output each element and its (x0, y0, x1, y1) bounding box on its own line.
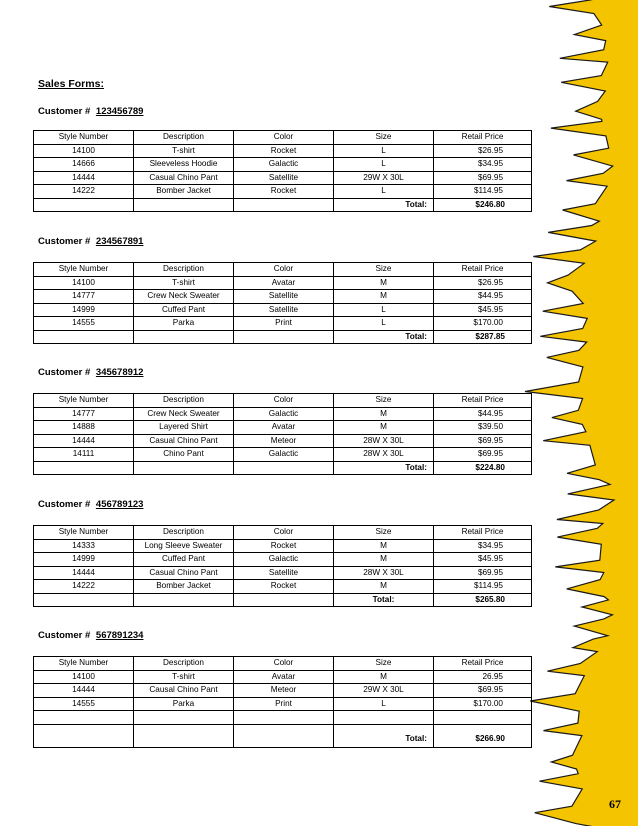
empty-cell (234, 724, 334, 747)
column-header: Retail Price (434, 131, 532, 145)
price-cell: $69.95 (434, 434, 532, 448)
style-number-cell: 14444 (34, 566, 134, 580)
total-label: Total: (334, 461, 434, 475)
column-header: Size (334, 526, 434, 540)
empty-cell (34, 724, 134, 747)
sales-table (33, 656, 532, 748)
size-cell: M (334, 539, 434, 553)
empty-cell (134, 461, 234, 475)
style-number-cell: 14888 (34, 421, 134, 435)
color-cell: Meteor (234, 434, 334, 448)
style-number-cell: 14444 (34, 434, 134, 448)
price-cell: $34.95 (434, 158, 532, 172)
color-cell: Print (234, 697, 334, 711)
description-cell (134, 711, 234, 725)
customer-prefix: Customer # (38, 236, 91, 247)
description-cell: Casual Chino Pant (134, 566, 234, 580)
table-row (34, 421, 532, 435)
price-cell: $34.95 (434, 539, 532, 553)
table-row (34, 434, 532, 448)
total-label: Total: (334, 198, 434, 212)
price-cell: $44.95 (434, 407, 532, 421)
size-cell: L (334, 185, 434, 199)
price-cell: $26.95 (434, 276, 532, 290)
table-row (34, 539, 532, 553)
description-cell: T-shirt (134, 276, 234, 290)
description-cell: Layered Shirt (134, 421, 234, 435)
customer-prefix: Customer # (38, 630, 91, 641)
size-cell (334, 711, 434, 725)
customer-number: 345678912 (95, 367, 144, 378)
color-cell: Galactic (234, 158, 334, 172)
color-cell: Galactic (234, 407, 334, 421)
total-label: Total: (334, 724, 434, 747)
table-row (34, 697, 532, 711)
customer-label (38, 367, 143, 378)
customer-label (38, 236, 143, 247)
description-cell: Bomber Jacket (134, 185, 234, 199)
description-cell: Crew Neck Sweater (134, 407, 234, 421)
customer-number: 123456789 (95, 106, 144, 117)
description-cell: Cuffed Pant (134, 303, 234, 317)
table-row (34, 303, 532, 317)
style-number-cell: 14444 (34, 684, 134, 698)
table-row (34, 144, 532, 158)
table-row (34, 317, 532, 331)
empty-cell (34, 198, 134, 212)
column-header: Style Number (34, 526, 134, 540)
size-cell: M (334, 670, 434, 684)
description-cell: T-shirt (134, 144, 234, 158)
color-cell: Rocket (234, 185, 334, 199)
price-cell: $69.95 (434, 566, 532, 580)
price-cell: $170.00 (434, 317, 532, 331)
style-number-cell: 14777 (34, 290, 134, 304)
column-header: Description (134, 526, 234, 540)
total-row (34, 461, 532, 475)
table-row (34, 684, 532, 698)
table-header-row (34, 657, 532, 671)
column-header: Size (334, 394, 434, 408)
style-number-cell: 14444 (34, 171, 134, 185)
style-number-cell: 14100 (34, 276, 134, 290)
table-row (34, 566, 532, 580)
table-row (34, 171, 532, 185)
customer-prefix: Customer # (38, 367, 91, 378)
table-header-row (34, 263, 532, 277)
table-row (34, 158, 532, 172)
column-header: Color (234, 263, 334, 277)
style-number-cell: 14555 (34, 697, 134, 711)
table-row (34, 290, 532, 304)
empty-cell (34, 461, 134, 475)
description-cell: Casual Chino Pant (134, 171, 234, 185)
table-header-row (34, 526, 532, 540)
description-cell: Cuffed Pant (134, 553, 234, 567)
size-cell: 28W X 30L (334, 566, 434, 580)
customer-prefix: Customer # (38, 106, 91, 117)
column-header: Retail Price (434, 263, 532, 277)
color-cell: Satellite (234, 171, 334, 185)
column-header: Retail Price (434, 657, 532, 671)
style-number-cell: 14666 (34, 158, 134, 172)
total-row (34, 593, 532, 607)
style-number-cell: 14100 (34, 670, 134, 684)
style-number-cell: 14100 (34, 144, 134, 158)
table-row (34, 670, 532, 684)
customer-label (38, 499, 143, 510)
table-header-row (34, 394, 532, 408)
description-cell: Sleeveless Hoodie (134, 158, 234, 172)
column-header: Size (334, 657, 434, 671)
page-heading: Sales Forms: (38, 78, 104, 90)
size-cell: L (334, 158, 434, 172)
description-cell: Casual Chino Pant (134, 434, 234, 448)
price-cell: $114.95 (434, 185, 532, 199)
column-header: Description (134, 263, 234, 277)
table-row (34, 711, 532, 725)
style-number-cell: 14333 (34, 539, 134, 553)
table-row (34, 185, 532, 199)
description-cell: Crew Neck Sweater (134, 290, 234, 304)
size-cell: 29W X 30L (334, 684, 434, 698)
description-cell: Causal Chino Pant (134, 684, 234, 698)
empty-cell (134, 724, 234, 747)
size-cell: 29W X 30L (334, 171, 434, 185)
column-header: Description (134, 131, 234, 145)
price-cell: $170.00 (434, 697, 532, 711)
table-header-row (34, 131, 532, 145)
total-label: Total: (334, 593, 434, 607)
color-cell: Avatar (234, 276, 334, 290)
customer-label (38, 106, 143, 117)
style-number-cell: 14555 (34, 317, 134, 331)
style-number-cell: 14777 (34, 407, 134, 421)
size-cell: L (334, 303, 434, 317)
table-row (34, 407, 532, 421)
column-header: Description (134, 657, 234, 671)
color-cell: Meteor (234, 684, 334, 698)
table-row (34, 448, 532, 462)
column-header: Color (234, 394, 334, 408)
price-cell (434, 711, 532, 725)
size-cell: M (334, 276, 434, 290)
size-cell: 28W X 30L (334, 434, 434, 448)
table-row (34, 276, 532, 290)
description-cell: Bomber Jacket (134, 580, 234, 594)
size-cell: M (334, 421, 434, 435)
color-cell: Galactic (234, 448, 334, 462)
color-cell: Satellite (234, 303, 334, 317)
customer-number: 567891234 (95, 630, 144, 641)
column-header: Size (334, 263, 434, 277)
style-number-cell: 14111 (34, 448, 134, 462)
empty-cell (234, 198, 334, 212)
color-cell: Rocket (234, 580, 334, 594)
total-value: $266.90 (434, 724, 532, 747)
description-cell: Chino Pant (134, 448, 234, 462)
column-header: Retail Price (434, 394, 532, 408)
size-cell: L (334, 697, 434, 711)
price-cell: $45.95 (434, 303, 532, 317)
description-cell: T-shirt (134, 670, 234, 684)
total-value: $265.80 (434, 593, 532, 607)
style-number-cell: 14222 (34, 185, 134, 199)
empty-cell (34, 593, 134, 607)
price-cell: $69.95 (434, 448, 532, 462)
total-value: $287.85 (434, 330, 532, 344)
empty-cell (234, 330, 334, 344)
sales-table (33, 262, 532, 344)
column-header: Size (334, 131, 434, 145)
total-row (34, 724, 532, 747)
style-number-cell: 14999 (34, 553, 134, 567)
customer-number: 234567891 (95, 236, 144, 247)
color-cell: Print (234, 317, 334, 331)
price-cell: 26.95 (434, 670, 532, 684)
column-header: Style Number (34, 657, 134, 671)
color-cell: Avatar (234, 421, 334, 435)
empty-cell (234, 593, 334, 607)
size-cell: 28W X 30L (334, 448, 434, 462)
color-cell: Rocket (234, 539, 334, 553)
size-cell: L (334, 317, 434, 331)
empty-cell (234, 461, 334, 475)
table-row (34, 553, 532, 567)
color-cell: Avatar (234, 670, 334, 684)
description-cell: Long Sleeve Sweater (134, 539, 234, 553)
empty-cell (134, 593, 234, 607)
customer-number: 456789123 (95, 499, 144, 510)
column-header: Style Number (34, 263, 134, 277)
page-number: 67 (609, 797, 621, 811)
price-cell: $39.50 (434, 421, 532, 435)
size-cell: M (334, 553, 434, 567)
price-cell: $26.95 (434, 144, 532, 158)
size-cell: L (334, 144, 434, 158)
size-cell: M (334, 580, 434, 594)
style-number-cell (34, 711, 134, 725)
size-cell: M (334, 290, 434, 304)
total-value: $224.80 (434, 461, 532, 475)
price-cell: $69.95 (434, 171, 532, 185)
empty-cell (134, 198, 234, 212)
description-cell: Parka (134, 697, 234, 711)
empty-cell (34, 330, 134, 344)
description-cell: Parka (134, 317, 234, 331)
color-cell (234, 711, 334, 725)
table-row (34, 580, 532, 594)
column-header: Style Number (34, 131, 134, 145)
sales-table (33, 130, 532, 212)
customer-prefix: Customer # (38, 499, 91, 510)
customer-label (38, 630, 143, 641)
total-value: $246.80 (434, 198, 532, 212)
column-header: Color (234, 526, 334, 540)
column-header: Style Number (34, 394, 134, 408)
column-header: Color (234, 131, 334, 145)
column-header: Description (134, 394, 234, 408)
style-number-cell: 14222 (34, 580, 134, 594)
color-cell: Satellite (234, 290, 334, 304)
color-cell: Satellite (234, 566, 334, 580)
total-row (34, 330, 532, 344)
price-cell: $45.95 (434, 553, 532, 567)
price-cell: $114.95 (434, 580, 532, 594)
price-cell: $69.95 (434, 684, 532, 698)
empty-cell (134, 330, 234, 344)
sales-table (33, 393, 532, 475)
sales-table (33, 525, 532, 607)
column-header: Retail Price (434, 526, 532, 540)
column-header: Color (234, 657, 334, 671)
total-label: Total: (334, 330, 434, 344)
price-cell: $44.95 (434, 290, 532, 304)
size-cell: M (334, 407, 434, 421)
color-cell: Galactic (234, 553, 334, 567)
total-row (34, 198, 532, 212)
style-number-cell: 14999 (34, 303, 134, 317)
color-cell: Rocket (234, 144, 334, 158)
